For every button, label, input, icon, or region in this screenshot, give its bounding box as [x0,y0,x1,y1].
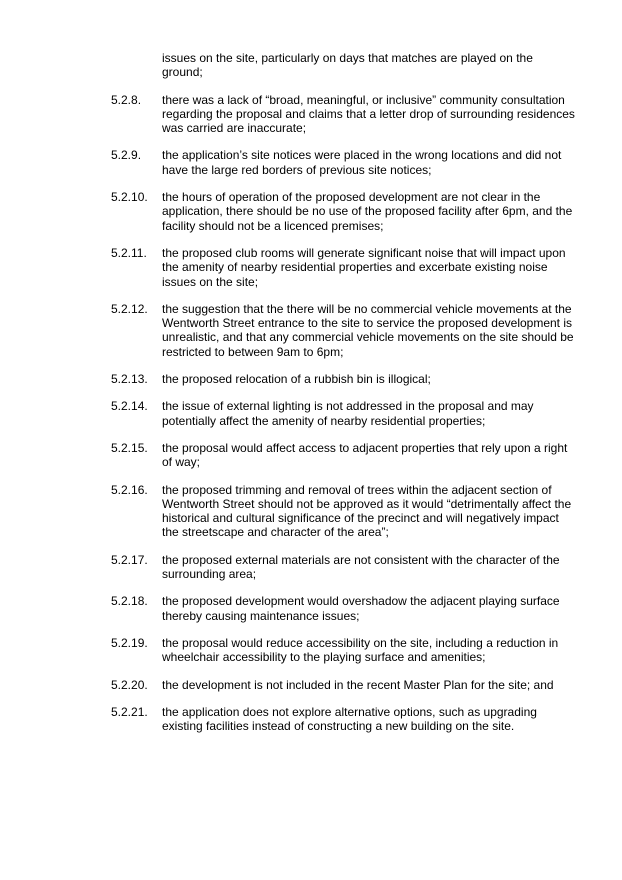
item-text: the proposed external materials are not consistent with the character of the surrounding area; [162,552,560,582]
list-item [111,93,575,136]
list-item [111,148,575,177]
list-item [111,372,575,386]
item-number: 5.2.19. [111,635,148,650]
item-number: 5.2.10. [111,190,148,205]
item-number: 5.2.14. [111,399,148,414]
item-number: 5.2.15. [111,440,148,455]
item-number: 5.2.21. [111,704,148,719]
numbered-list [111,51,575,733]
item-text: the hours of operation of the proposed development are not clear in the application, there should be no use of the proposed facility after 6pm, and the facility should not be a licenced premises; [162,190,573,233]
item-number: 5.2.17. [111,552,148,567]
item-text: the proposal would affect access to adjacent properties that rely upon a right of way; [162,440,568,470]
item-text: the proposed trimming and removal of trees within the adjacent section of Wentworth Street should not be approved as it would “detrimentally affect the historical and cultural significance of the precinct and will negatively impact the streetscape and character of the area”; [162,482,572,540]
item-text: the proposed development would overshadow the adjacent playing surface thereby causing maintenance issues; [162,594,560,623]
item-text: the proposal would reduce accessibility on the site, including a reduction in wheelchair accessibility to the playing surface and amenities; [162,635,559,665]
item-text: the application does not explore alternative options, such as upgrading existing facilities instead of constructing a new building on the site. [162,704,537,734]
item-number: 5.2.9. [111,148,142,163]
item-text: the issue of external lighting is not addressed in the proposal and may potentially affect the amenity of nearby residential properties; [162,399,534,428]
item-text: the development is not included in the recent Master Plan for the site; and [162,677,554,692]
list-item [111,399,575,428]
list-item [111,190,575,233]
list-item [111,246,575,289]
list-item [111,51,575,80]
list-item [111,302,575,359]
list-item [111,594,575,623]
item-number: 5.2.11. [111,245,147,260]
list-item [111,705,575,734]
item-number: 5.2.16. [111,482,148,497]
item-text: the proposed club rooms will generate significant noise that will impact upon the amenity of nearby residential properties and excerbate existing noise issues on the site; [162,245,566,289]
item-number: 5.2.8. [111,92,142,107]
item-number: 5.2.13. [111,372,148,387]
list-item [111,553,575,582]
item-number: 5.2.18. [111,594,148,609]
item-text: there was a lack of “broad, meaningful, or inclusive” community consultation regarding the proposal and claims that a letter drop of surrounding residences was carried are inaccurate; [162,92,575,136]
list-item [111,636,575,665]
item-number: 5.2.12. [111,301,148,316]
item-text: the proposed relocation of a rubbish bin is illogical; [162,372,431,387]
list-item [111,441,575,470]
list-item [111,678,575,692]
item-text: the application’s site notices were placed in the wrong locations and did not have the large red borders of previous site notices; [162,148,562,177]
item-text: issues on the site, particularly on days that matches are played on the ground; [162,51,533,80]
list-item [111,483,575,540]
item-number: 5.2.20. [111,677,148,692]
item-text: the suggestion that the there will be no commercial vehicle movements at the Wentworth Street entrance to the site to service the proposed development is unrealistic, and that any commercial vehicle movements on the site should be restricted to between 9am to 6pm; [162,301,574,359]
